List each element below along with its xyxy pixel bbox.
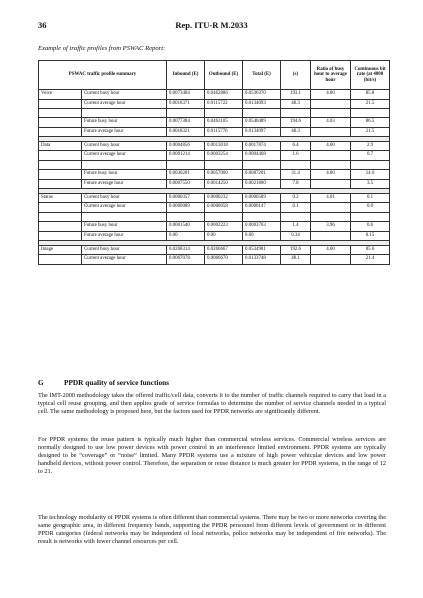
paragraph: The IMT-2000 methodology takes the offered traffic/cell data, converts it to the number of traffic channels required to carry that load in a typical cell reuse grouping, and then applies grade of service formulas to determine the number of service channels needed in a typical cell. The same methodology is proposed here, but the factors used for PPDR networks are significantly different. [38, 392, 386, 416]
table-cell: 2.9 [351, 141, 390, 151]
table-cell [311, 203, 351, 213]
row-label: Future average hour [82, 127, 167, 137]
table-cell: 0.0057000 [205, 170, 243, 180]
table-cell: 0.0002223 [205, 221, 243, 231]
col-header-total: Total (E) [243, 61, 281, 90]
table-caption: Example of traffic profiles from PSWAC Report: [38, 45, 166, 52]
table-cell: 4.01 [311, 193, 351, 203]
table-cell: 0.0266667 [205, 245, 243, 255]
table-cell: 0.0030201 [167, 170, 205, 180]
table-cell [311, 231, 351, 241]
table-cell: 3.5 [351, 179, 390, 189]
table-cell: 14.0 [351, 170, 390, 180]
table-cell: 0.0013018 [205, 141, 243, 151]
table-cell: 0.0004856 [167, 141, 205, 151]
table-row [39, 255, 390, 265]
table-row [39, 151, 390, 161]
table-cell: 0.00 [205, 231, 243, 241]
row-label: Current average hour [82, 99, 167, 109]
table-cell [351, 212, 390, 221]
table-cell: 0.0018321 [167, 127, 205, 137]
table-cell: 0.0021800 [243, 179, 281, 189]
table-cell [205, 212, 243, 221]
table-row [39, 99, 390, 109]
table-cell [311, 151, 351, 161]
table-cell: 4.00 [311, 90, 351, 100]
group-label: Image [39, 245, 82, 255]
paragraph: For PPDR systems the reuse pattern is typically much higher than commercial wireless services. Commercial wireless services are normally designed to use low power devices with power control in an interference limited environment. PPDR systems are typically designed to be “coverage” or “noise” limited. Many PPDR systems use a mixture of high power vehicular devices and low power handheld devices, without power control. Therefore, the separation or reuse distance is much greater for PPDR systems, in the range of 12 to 21. [38, 436, 386, 476]
table-cell [82, 212, 167, 221]
row-label: Future average hour [82, 179, 167, 189]
table-cell [243, 109, 281, 118]
table-cell [39, 127, 82, 137]
table-cell: 48.3 [281, 127, 311, 137]
table-cell: 1.4 [281, 221, 311, 231]
col-header-outbound: Outbound (E) [205, 61, 243, 90]
table-cell [167, 212, 205, 221]
paragraph: The technology modularity of PPDR systems is often different than commercial systems. There may be two or more networks covering the same geographic area, in different frequency bands, supporting the PPDR personnel from different levels of government or in different PPDR categories (federal networks may be independent of local networks, police networks may be independent of fire networks). The result is networks with fewer channel resources per cell. [38, 514, 386, 546]
table-cell [311, 212, 351, 221]
table-cell: 0.0073484 [167, 90, 205, 100]
table-cell: 6.4 [281, 141, 311, 151]
table-cell [243, 161, 281, 170]
table-cell: 0.0018371 [167, 99, 205, 109]
row-label: Current average hour [82, 255, 167, 265]
table-cell: 193.1 [281, 90, 311, 100]
table-cell: 4.00 [311, 170, 351, 180]
table-cell: 0.0000232 [205, 193, 243, 203]
row-label: Future average hour [82, 231, 167, 241]
col-header-ratio: Ratio of busy hour to average hour [311, 61, 351, 90]
row-label: Future busy hour [82, 118, 167, 128]
col-header-seconds: (s) [281, 61, 311, 90]
table-cell [82, 109, 167, 118]
table-cell: 0.0463105 [205, 118, 243, 128]
row-label: Future busy hour [82, 170, 167, 180]
table-cell [39, 109, 82, 118]
table-cell [39, 221, 82, 231]
table-cell [39, 118, 82, 128]
table-cell: 0.0462886 [205, 90, 243, 100]
table-cell: 85.6 [351, 245, 390, 255]
table-cell: 0.0 [351, 203, 390, 213]
table-cell: 48.1 [281, 255, 311, 265]
section-title: PPDR quality of service functions [64, 378, 169, 387]
table-cell [311, 127, 351, 137]
table-cell [39, 203, 82, 213]
table-cell [281, 161, 311, 170]
table-cell: 0.0004468 [243, 151, 281, 161]
row-label: Current busy hour [82, 245, 167, 255]
table-row [39, 90, 390, 100]
row-label: Current busy hour [82, 193, 167, 203]
table-cell: 0.0001540 [167, 221, 205, 231]
table-cell [39, 170, 82, 180]
table-cell: 0.0003254 [205, 151, 243, 161]
table-cell: 0.7 [351, 151, 390, 161]
table-row [39, 193, 390, 203]
table-cell [39, 231, 82, 241]
table-cell: 0.0000357 [167, 193, 205, 203]
table-cell: 0.0134097 [243, 127, 281, 137]
table-cell [311, 99, 351, 109]
table-cell: 192.6 [281, 245, 311, 255]
table-cell: 0.2 [281, 193, 311, 203]
table-row [39, 127, 390, 137]
table-cell: 0.00 [167, 231, 205, 241]
table-row [39, 141, 390, 151]
table-cell: 0.0115722 [205, 99, 243, 109]
report-title: Rep. ITU-R M.2033 [175, 20, 248, 30]
table-cell: 0.15 [351, 231, 390, 241]
table-cell [351, 109, 390, 118]
table-cell: 21.5 [351, 127, 390, 137]
group-label: Status [39, 193, 82, 203]
table-cell: 0.0077384 [167, 118, 205, 128]
section-letter: G [38, 378, 44, 387]
table-cell: 0.0014250 [205, 179, 243, 189]
table-cell [311, 109, 351, 118]
table-cell [281, 109, 311, 118]
table-cell: 1.6 [281, 151, 311, 161]
table-cell: 0.0000589 [243, 193, 281, 203]
page-number: 36 [38, 20, 47, 30]
table-row [39, 221, 390, 231]
col-header-inbound: Inbound (E) [167, 61, 205, 90]
table-cell: 0.0067078 [167, 255, 205, 265]
table-cell: 31.4 [281, 170, 311, 180]
table-cell [167, 109, 205, 118]
table-cell [82, 161, 167, 170]
section-heading [38, 378, 169, 387]
group-label: Voice [39, 90, 82, 100]
table-cell: 0.6 [351, 221, 390, 231]
table-header-row [39, 61, 390, 90]
page-header [38, 20, 385, 32]
col-header-bitrate: Continuous bit rate (at 4800 (bit/s) [351, 61, 390, 90]
table-spacer-row [39, 109, 390, 118]
table-row [39, 203, 390, 213]
table-cell [351, 161, 390, 170]
table-cell: 0.0115776 [205, 127, 243, 137]
table-cell: 86.5 [351, 118, 390, 128]
table-cell [311, 255, 351, 265]
table-cell: 21.5 [351, 99, 390, 109]
table-cell: 0.0536370 [243, 90, 281, 100]
table-cell: 85.8 [351, 90, 390, 100]
table-cell: 0.0000058 [205, 203, 243, 213]
table-cell: 0.1 [281, 203, 311, 213]
table-cell: 0.0007550 [167, 179, 205, 189]
table-cell [311, 161, 351, 170]
table-row [39, 231, 390, 241]
table-cell: 4.03 [311, 118, 351, 128]
table-cell: 0.0133748 [243, 255, 281, 265]
table-cell: 194.6 [281, 118, 311, 128]
table-row [39, 170, 390, 180]
table-cell: 48.3 [281, 99, 311, 109]
table-cell: 0.0087201 [243, 170, 281, 180]
table-cell: 0.0000089 [167, 203, 205, 213]
table-cell [311, 179, 351, 189]
table-cell: 0.0001214 [167, 151, 205, 161]
table-row [39, 179, 390, 189]
table-cell [205, 109, 243, 118]
table-cell: 0.0066670 [205, 255, 243, 265]
row-label: Current busy hour [82, 90, 167, 100]
table-cell: 0.0134093 [243, 99, 281, 109]
table-cell [39, 255, 82, 265]
table-cell: 0.0003763 [243, 221, 281, 231]
table-cell [39, 99, 82, 109]
table-spacer-row [39, 161, 390, 170]
table-cell [39, 179, 82, 189]
traffic-profile-table [38, 60, 390, 265]
row-label: Current busy hour [82, 141, 167, 151]
table-cell [39, 161, 82, 170]
table-cell [39, 212, 82, 221]
table-cell [39, 151, 82, 161]
table-row [39, 245, 390, 255]
table-spacer-row [39, 212, 390, 221]
table-cell: 21.4 [351, 255, 390, 265]
table-row [39, 118, 390, 128]
table-cell: 0.0017874 [243, 141, 281, 151]
table-cell: 7.8 [281, 179, 311, 189]
table-cell: 0.0000147 [243, 203, 281, 213]
group-label: Data [39, 141, 82, 151]
table-cell: 0.0268314 [167, 245, 205, 255]
row-label: Current average hour [82, 203, 167, 213]
table-cell: 3.96 [311, 221, 351, 231]
table-cell: 0.00 [243, 231, 281, 241]
table-cell: 0.1 [351, 193, 390, 203]
col-header-summary: PSWAC traffic profile summary [39, 61, 167, 90]
table-cell: 0.0540489 [243, 118, 281, 128]
table-cell: 0.0534981 [243, 245, 281, 255]
table-cell [243, 212, 281, 221]
row-label: Current average hour [82, 151, 167, 161]
row-label: Future busy hour [82, 221, 167, 231]
table-cell [205, 161, 243, 170]
table-cell: 0.34 [281, 231, 311, 241]
table-cell [167, 161, 205, 170]
table-cell: 4.00 [311, 245, 351, 255]
table-cell: 4.00 [311, 141, 351, 151]
table-cell [281, 212, 311, 221]
